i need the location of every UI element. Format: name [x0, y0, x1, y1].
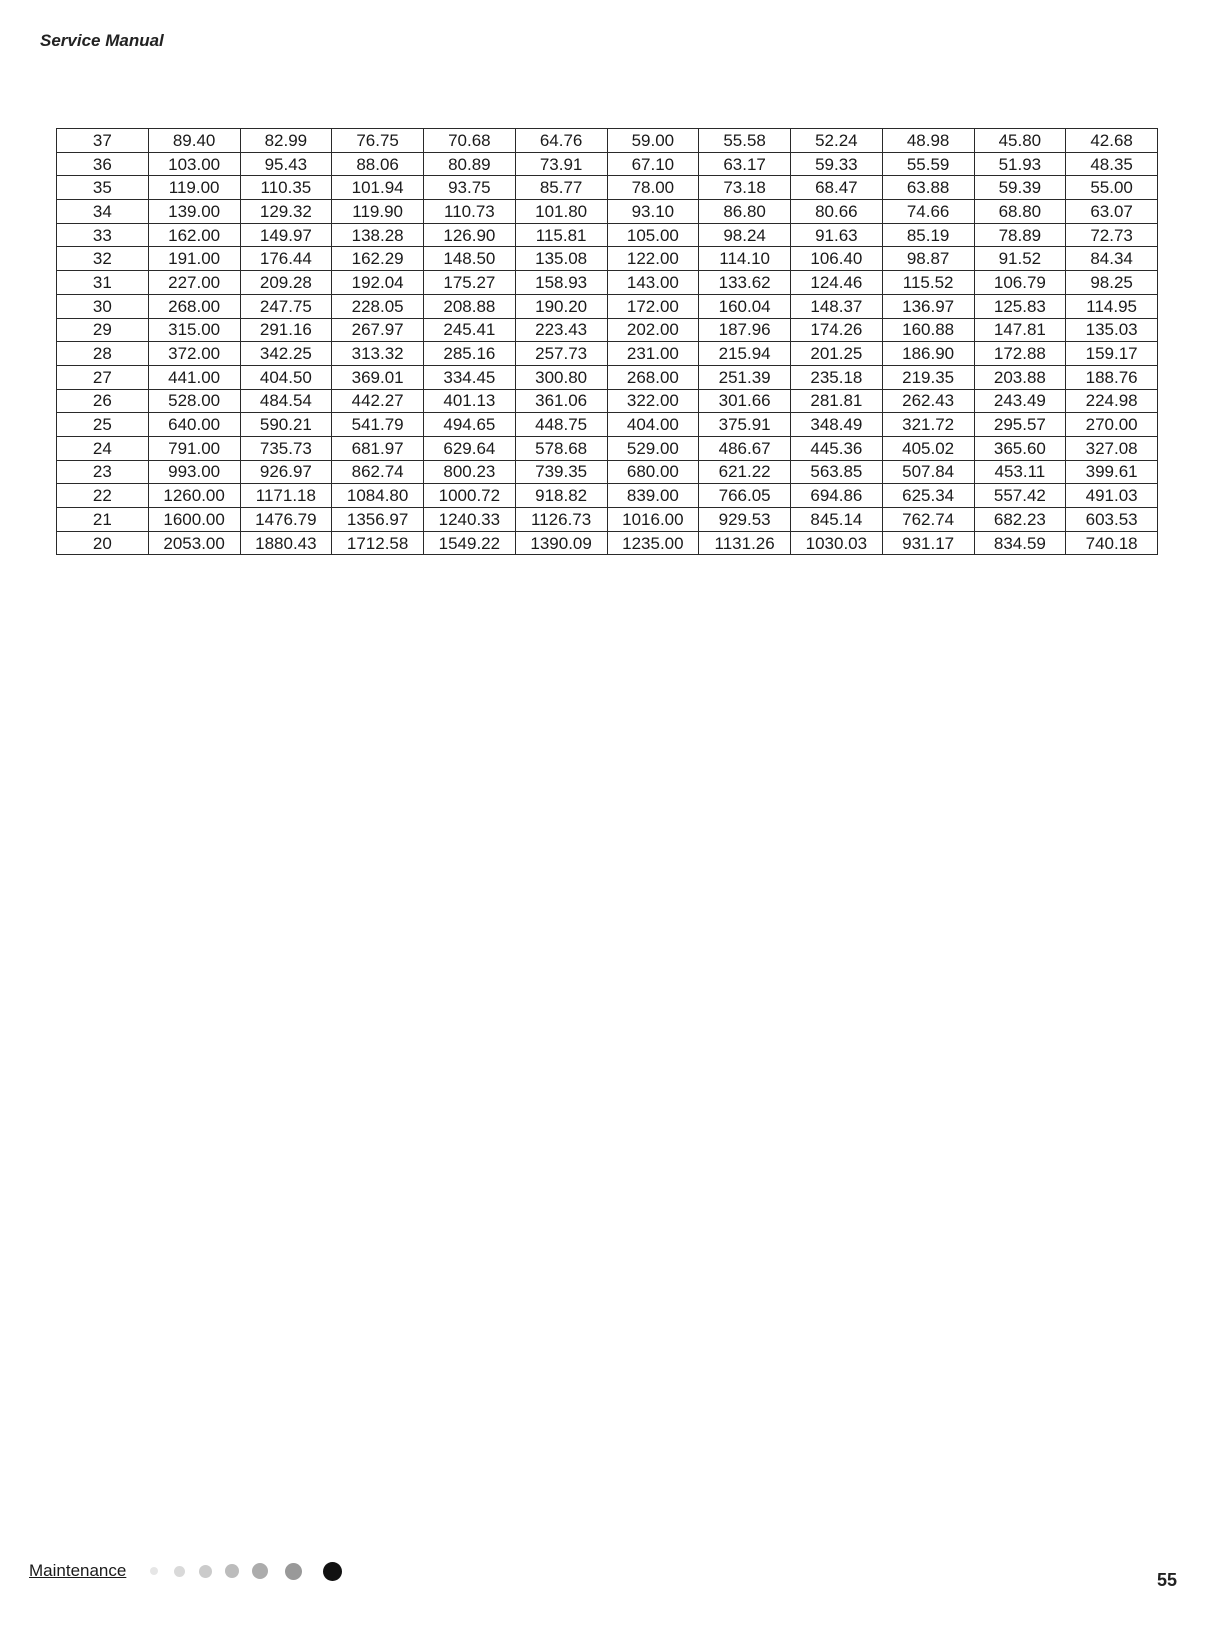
- table-cell: 315.00: [148, 318, 240, 342]
- table-cell: 72.73: [1066, 223, 1158, 247]
- page-header-title: Service Manual: [40, 31, 164, 50]
- table-cell: 484.54: [240, 389, 332, 413]
- table-cell: 119.90: [332, 200, 424, 224]
- table-cell: 101.94: [332, 176, 424, 200]
- table-cell: 740.18: [1066, 531, 1158, 555]
- table-cell: 98.87: [882, 247, 974, 271]
- table-cell: 114.10: [699, 247, 791, 271]
- table-row: [57, 271, 1158, 295]
- table-cell: 372.00: [148, 342, 240, 366]
- table-cell: 929.53: [699, 508, 791, 532]
- table-cell: 105.00: [607, 223, 699, 247]
- table-cell: 839.00: [607, 484, 699, 508]
- table-row: [57, 531, 1158, 555]
- table-cell: 135.08: [515, 247, 607, 271]
- table-cell: 129.32: [240, 200, 332, 224]
- table-cell: 192.04: [332, 271, 424, 295]
- table-row: [57, 152, 1158, 176]
- table-cell: 1549.22: [424, 531, 516, 555]
- row-label-cell: 35: [57, 176, 149, 200]
- table-cell: 681.97: [332, 436, 424, 460]
- table-cell: 85.19: [882, 223, 974, 247]
- table-cell: 133.62: [699, 271, 791, 295]
- table-cell: 89.40: [148, 129, 240, 153]
- table-cell: 190.20: [515, 294, 607, 318]
- table-cell: 48.35: [1066, 152, 1158, 176]
- row-label-cell: 33: [57, 223, 149, 247]
- table-row: [57, 318, 1158, 342]
- table-cell: 735.73: [240, 436, 332, 460]
- table-cell: 348.49: [791, 413, 883, 437]
- table-cell: 209.28: [240, 271, 332, 295]
- table-cell: 270.00: [1066, 413, 1158, 437]
- table-cell: 98.25: [1066, 271, 1158, 295]
- table-cell: 187.96: [699, 318, 791, 342]
- table-cell: 78.00: [607, 176, 699, 200]
- table-cell: 1084.80: [332, 484, 424, 508]
- table-row: [57, 460, 1158, 484]
- progress-dot: [323, 1562, 342, 1581]
- progress-dot: [174, 1566, 185, 1577]
- row-label-cell: 30: [57, 294, 149, 318]
- table-cell: 55.59: [882, 152, 974, 176]
- table-cell: 369.01: [332, 365, 424, 389]
- table-cell: 375.91: [699, 413, 791, 437]
- table-cell: 228.05: [332, 294, 424, 318]
- footer-section-link[interactable]: Maintenance: [29, 1561, 127, 1580]
- row-label-cell: 27: [57, 365, 149, 389]
- table-cell: 224.98: [1066, 389, 1158, 413]
- table-cell: 507.84: [882, 460, 974, 484]
- table-cell: 1260.00: [148, 484, 240, 508]
- table-cell: 603.53: [1066, 508, 1158, 532]
- table-cell: 590.21: [240, 413, 332, 437]
- table-cell: 148.50: [424, 247, 516, 271]
- table-cell: 67.10: [607, 152, 699, 176]
- table-row: [57, 365, 1158, 389]
- table-cell: 201.25: [791, 342, 883, 366]
- table-cell: 70.68: [424, 129, 516, 153]
- table-cell: 191.00: [148, 247, 240, 271]
- table-cell: 110.35: [240, 176, 332, 200]
- table-cell: 931.17: [882, 531, 974, 555]
- table-cell: 208.88: [424, 294, 516, 318]
- row-label-cell: 20: [57, 531, 149, 555]
- table-cell: 762.74: [882, 508, 974, 532]
- table-row: [57, 223, 1158, 247]
- table-cell: 1171.18: [240, 484, 332, 508]
- table-cell: 445.36: [791, 436, 883, 460]
- table-cell: 215.94: [699, 342, 791, 366]
- table-cell: 926.97: [240, 460, 332, 484]
- table-row: [57, 484, 1158, 508]
- table-cell: 321.72: [882, 413, 974, 437]
- table-cell: 91.52: [974, 247, 1066, 271]
- table-cell: 135.03: [1066, 318, 1158, 342]
- table-cell: 114.95: [1066, 294, 1158, 318]
- table-cell: 268.00: [607, 365, 699, 389]
- table-cell: 139.00: [148, 200, 240, 224]
- table-cell: 143.00: [607, 271, 699, 295]
- table-cell: 136.97: [882, 294, 974, 318]
- table-cell: 101.80: [515, 200, 607, 224]
- table-cell: 918.82: [515, 484, 607, 508]
- table-cell: 52.24: [791, 129, 883, 153]
- table-cell: 80.89: [424, 152, 516, 176]
- table-cell: 55.00: [1066, 176, 1158, 200]
- table-cell: 862.74: [332, 460, 424, 484]
- table-cell: 115.52: [882, 271, 974, 295]
- table-cell: 119.00: [148, 176, 240, 200]
- table-cell: 541.79: [332, 413, 424, 437]
- table-cell: 262.43: [882, 389, 974, 413]
- table-row: [57, 247, 1158, 271]
- table-cell: 300.80: [515, 365, 607, 389]
- table-cell: 399.61: [1066, 460, 1158, 484]
- row-label-cell: 37: [57, 129, 149, 153]
- table-cell: 176.44: [240, 247, 332, 271]
- table-cell: 93.75: [424, 176, 516, 200]
- table-cell: 91.63: [791, 223, 883, 247]
- table-cell: 138.28: [332, 223, 424, 247]
- table-cell: 59.39: [974, 176, 1066, 200]
- table-cell: 247.75: [240, 294, 332, 318]
- table-cell: 203.88: [974, 365, 1066, 389]
- table-cell: 1712.58: [332, 531, 424, 555]
- table-cell: 563.85: [791, 460, 883, 484]
- progress-dot: [285, 1563, 302, 1580]
- table-cell: 59.33: [791, 152, 883, 176]
- table-cell: 257.73: [515, 342, 607, 366]
- table-cell: 103.00: [148, 152, 240, 176]
- table-cell: 494.65: [424, 413, 516, 437]
- table-cell: 453.11: [974, 460, 1066, 484]
- row-label-cell: 29: [57, 318, 149, 342]
- table-cell: 621.22: [699, 460, 791, 484]
- table-cell: 172.00: [607, 294, 699, 318]
- table-cell: 159.17: [1066, 342, 1158, 366]
- table-cell: 223.43: [515, 318, 607, 342]
- table-cell: 188.76: [1066, 365, 1158, 389]
- table-cell: 295.57: [974, 413, 1066, 437]
- table-cell: 334.45: [424, 365, 516, 389]
- table-cell: 694.86: [791, 484, 883, 508]
- table-cell: 1016.00: [607, 508, 699, 532]
- table-cell: 845.14: [791, 508, 883, 532]
- table-cell: 125.83: [974, 294, 1066, 318]
- table-cell: 1240.33: [424, 508, 516, 532]
- table-cell: 557.42: [974, 484, 1066, 508]
- table-row: [57, 176, 1158, 200]
- table-cell: 174.26: [791, 318, 883, 342]
- row-label-cell: 32: [57, 247, 149, 271]
- table-row: [57, 389, 1158, 413]
- table-cell: 45.80: [974, 129, 1066, 153]
- table-cell: 245.41: [424, 318, 516, 342]
- table-row: [57, 413, 1158, 437]
- table-cell: 162.29: [332, 247, 424, 271]
- table-cell: 1000.72: [424, 484, 516, 508]
- table-row: [57, 200, 1158, 224]
- table-cell: 361.06: [515, 389, 607, 413]
- progress-dot: [150, 1567, 158, 1575]
- table-cell: 251.39: [699, 365, 791, 389]
- table-cell: 76.75: [332, 129, 424, 153]
- table-cell: 1131.26: [699, 531, 791, 555]
- table-cell: 64.76: [515, 129, 607, 153]
- table-cell: 313.32: [332, 342, 424, 366]
- table-cell: 267.97: [332, 318, 424, 342]
- table-cell: 834.59: [974, 531, 1066, 555]
- table-cell: 1880.43: [240, 531, 332, 555]
- table-cell: 235.18: [791, 365, 883, 389]
- table-cell: 106.40: [791, 247, 883, 271]
- table-row: [57, 436, 1158, 460]
- table-cell: 680.00: [607, 460, 699, 484]
- table-cell: 68.47: [791, 176, 883, 200]
- table-cell: 115.81: [515, 223, 607, 247]
- table-cell: 528.00: [148, 389, 240, 413]
- table-cell: 48.98: [882, 129, 974, 153]
- table-cell: 73.18: [699, 176, 791, 200]
- table-cell: 80.66: [791, 200, 883, 224]
- data-table: [56, 128, 1158, 555]
- row-label-cell: 28: [57, 342, 149, 366]
- table-cell: 529.00: [607, 436, 699, 460]
- table-cell: 78.89: [974, 223, 1066, 247]
- table-cell: 404.00: [607, 413, 699, 437]
- table-cell: 42.68: [1066, 129, 1158, 153]
- table-cell: 327.08: [1066, 436, 1158, 460]
- table-cell: 106.79: [974, 271, 1066, 295]
- table-row: [57, 508, 1158, 532]
- table-cell: 63.17: [699, 152, 791, 176]
- table-cell: 268.00: [148, 294, 240, 318]
- row-label-cell: 23: [57, 460, 149, 484]
- row-label-cell: 26: [57, 389, 149, 413]
- table-cell: 243.49: [974, 389, 1066, 413]
- table-cell: 365.60: [974, 436, 1066, 460]
- table-cell: 682.23: [974, 508, 1066, 532]
- table-cell: 172.88: [974, 342, 1066, 366]
- table-row: [57, 294, 1158, 318]
- table-cell: 322.00: [607, 389, 699, 413]
- table-cell: 1030.03: [791, 531, 883, 555]
- progress-dot: [225, 1564, 239, 1578]
- table-cell: 993.00: [148, 460, 240, 484]
- table-row: [57, 342, 1158, 366]
- table-body: [57, 129, 1158, 555]
- table-cell: 74.66: [882, 200, 974, 224]
- table-cell: 405.02: [882, 436, 974, 460]
- table-cell: 88.06: [332, 152, 424, 176]
- progress-dot: [252, 1563, 268, 1579]
- table-cell: 63.07: [1066, 200, 1158, 224]
- row-label-cell: 24: [57, 436, 149, 460]
- table-cell: 85.77: [515, 176, 607, 200]
- table-cell: 63.88: [882, 176, 974, 200]
- table-cell: 148.37: [791, 294, 883, 318]
- table-cell: 126.90: [424, 223, 516, 247]
- table-cell: 404.50: [240, 365, 332, 389]
- table-cell: 1476.79: [240, 508, 332, 532]
- table-cell: 578.68: [515, 436, 607, 460]
- row-label-cell: 36: [57, 152, 149, 176]
- table-cell: 93.10: [607, 200, 699, 224]
- row-label-cell: 21: [57, 508, 149, 532]
- table-cell: 73.91: [515, 152, 607, 176]
- table-cell: 791.00: [148, 436, 240, 460]
- progress-dot: [199, 1565, 212, 1578]
- table-cell: 1600.00: [148, 508, 240, 532]
- table-cell: 147.81: [974, 318, 1066, 342]
- table-cell: 800.23: [424, 460, 516, 484]
- table-cell: 158.93: [515, 271, 607, 295]
- table-cell: 219.35: [882, 365, 974, 389]
- table-cell: 202.00: [607, 318, 699, 342]
- table-cell: 486.67: [699, 436, 791, 460]
- table-cell: 448.75: [515, 413, 607, 437]
- row-label-cell: 34: [57, 200, 149, 224]
- table-cell: 640.00: [148, 413, 240, 437]
- table-cell: 124.46: [791, 271, 883, 295]
- table-cell: 625.34: [882, 484, 974, 508]
- table-cell: 98.24: [699, 223, 791, 247]
- table-cell: 1356.97: [332, 508, 424, 532]
- table-cell: 1390.09: [515, 531, 607, 555]
- table-cell: 122.00: [607, 247, 699, 271]
- table-cell: 629.64: [424, 436, 516, 460]
- table-cell: 95.43: [240, 152, 332, 176]
- table-cell: 2053.00: [148, 531, 240, 555]
- table-cell: 441.00: [148, 365, 240, 389]
- table-cell: 149.97: [240, 223, 332, 247]
- table-cell: 301.66: [699, 389, 791, 413]
- table-cell: 491.03: [1066, 484, 1158, 508]
- table-cell: 227.00: [148, 271, 240, 295]
- table-cell: 281.81: [791, 389, 883, 413]
- table-cell: 342.25: [240, 342, 332, 366]
- table-cell: 1235.00: [607, 531, 699, 555]
- row-label-cell: 25: [57, 413, 149, 437]
- table-cell: 68.80: [974, 200, 1066, 224]
- table-cell: 59.00: [607, 129, 699, 153]
- row-label-cell: 22: [57, 484, 149, 508]
- row-label-cell: 31: [57, 271, 149, 295]
- table-cell: 291.16: [240, 318, 332, 342]
- table-cell: 175.27: [424, 271, 516, 295]
- table-cell: 739.35: [515, 460, 607, 484]
- table-cell: 84.34: [1066, 247, 1158, 271]
- table-cell: 110.73: [424, 200, 516, 224]
- table-cell: 186.90: [882, 342, 974, 366]
- table-row: [57, 129, 1158, 153]
- table-cell: 442.27: [332, 389, 424, 413]
- table-cell: 160.88: [882, 318, 974, 342]
- table-cell: 82.99: [240, 129, 332, 153]
- table-cell: 766.05: [699, 484, 791, 508]
- table-cell: 285.16: [424, 342, 516, 366]
- table-cell: 51.93: [974, 152, 1066, 176]
- table-cell: 55.58: [699, 129, 791, 153]
- page-number: 55: [1157, 1570, 1178, 1590]
- table-cell: 162.00: [148, 223, 240, 247]
- table-cell: 86.80: [699, 200, 791, 224]
- table-cell: 401.13: [424, 389, 516, 413]
- table-cell: 231.00: [607, 342, 699, 366]
- table-cell: 1126.73: [515, 508, 607, 532]
- table-cell: 160.04: [699, 294, 791, 318]
